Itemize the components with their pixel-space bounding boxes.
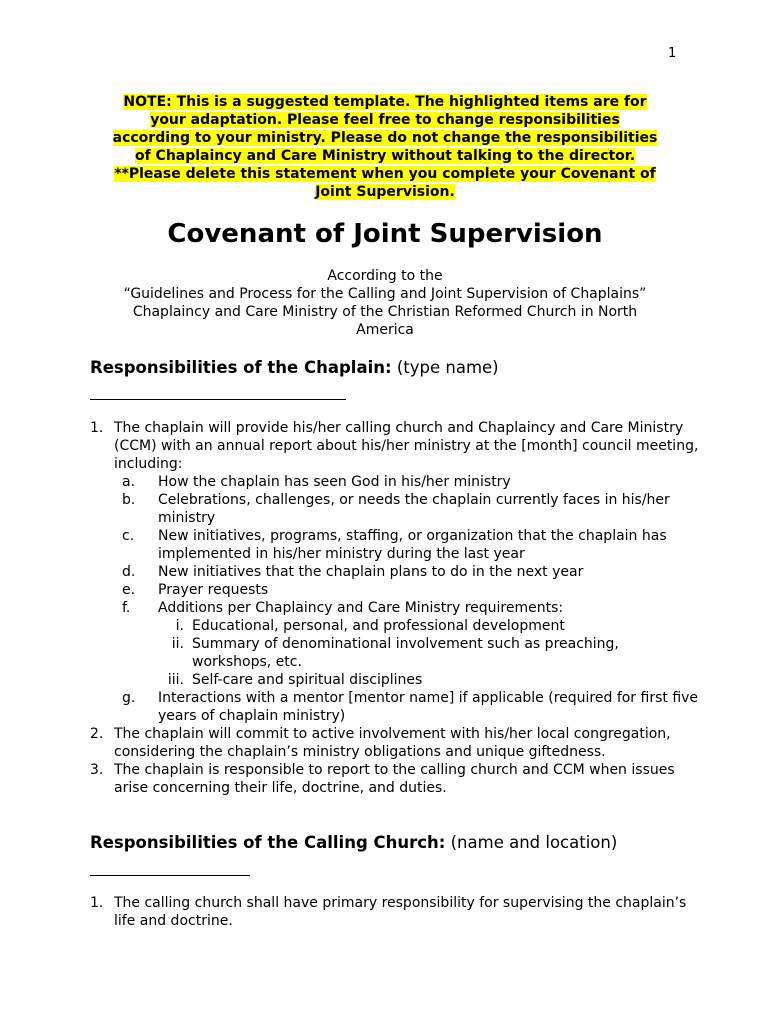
- sub-item-text: Interactions with a mentor [mentor name] if applicable (required for first five years of chaplain ministry): [158, 690, 699, 724]
- name-blank-line: [90, 875, 250, 876]
- calling-church-responsibilities-list: [90, 894, 700, 930]
- subtitle-line: According to the: [327, 268, 443, 284]
- item-text: The chaplain will provide his/her calling church and Chaplaincy and Care Ministry (CCM) with an annual report about his/her ministry at the [month] council meeting, including:: [114, 420, 699, 472]
- note-line: of Chaplaincy and Care Ministry without talking to the director.: [134, 148, 636, 164]
- item-number: 1.: [90, 895, 104, 911]
- sub-item-text: Celebrations, challenges, or needs the chaplain currently faces in his/her ministry: [158, 492, 670, 526]
- list-item: [90, 761, 700, 797]
- section-heading-hint: (type name): [391, 358, 499, 377]
- note-line: NOTE: This is a suggested template. The highlighted items are for: [123, 94, 647, 110]
- sub-item: [90, 527, 700, 563]
- subtitle-line: America: [356, 322, 414, 338]
- note-line: your adaptation. Please feel free to change responsibilities: [150, 112, 620, 128]
- note-line: **Please delete this statement when you complete your Covenant of: [114, 166, 656, 182]
- template-note: [80, 93, 690, 201]
- calling-church-section-heading: [90, 832, 617, 854]
- sub-sub-item: [90, 671, 700, 689]
- chaplain-responsibilities-list: [90, 419, 700, 797]
- item-number: 1.: [90, 420, 104, 436]
- sub-sub-item-numeral: i.: [175, 618, 184, 634]
- sub-sub-item-numeral: iii.: [167, 672, 184, 688]
- sub-item: [90, 599, 700, 617]
- section-heading-hint: (name and location): [445, 833, 618, 852]
- chaplain-section-heading: [90, 357, 499, 379]
- sub-sub-item-text: Summary of denominational involvement such as preaching, workshops, etc.: [192, 636, 619, 670]
- sub-sub-item-text: Self-care and spiritual disciplines: [192, 672, 423, 688]
- document-title: Covenant of Joint Supervision: [167, 219, 603, 249]
- sub-item: [90, 473, 700, 491]
- item-number: 3.: [90, 762, 104, 778]
- section-heading-label: Responsibilities of the Chaplain:: [90, 358, 392, 377]
- note-line: according to your ministry. Please do not change the responsibilities: [112, 130, 658, 146]
- list-item: [90, 419, 700, 473]
- sub-item-text: Prayer requests: [158, 582, 269, 598]
- note-line: Joint Supervision.: [315, 184, 455, 200]
- sub-sub-item-text: Educational, personal, and professional development: [192, 618, 565, 634]
- list-item: [90, 725, 700, 761]
- sub-item-letter: a.: [122, 474, 136, 490]
- sub-item-letter: c.: [122, 528, 135, 544]
- sub-item-text: New initiatives that the chaplain plans to do in the next year: [158, 564, 584, 580]
- item-number: 2.: [90, 726, 104, 742]
- sub-sub-item: [90, 617, 700, 635]
- page-number: 1: [668, 46, 677, 61]
- sub-item-letter: d.: [122, 564, 136, 580]
- sub-item-text: New initiatives, programs, staffing, or organization that the chaplain has implemented in his/her ministry during the last year: [158, 528, 667, 562]
- sub-item-letter: b.: [122, 492, 136, 508]
- subtitle-line: “Guidelines and Process for the Calling and Joint Supervision of Chaplains”: [123, 286, 647, 302]
- item-text: The chaplain is responsible to report to the calling church and CCM when issues arise concerning their life, doctrine, and duties.: [114, 762, 675, 796]
- item-text: The chaplain will commit to active involvement with his/her local congregation, considering the chaplain’s ministry obligations and unique giftedness.: [114, 726, 671, 760]
- sub-item: [90, 491, 700, 527]
- sub-item: [90, 581, 700, 599]
- sub-item-letter: e.: [122, 582, 136, 598]
- sub-item: [90, 563, 700, 581]
- item-text: The calling church shall have primary responsibility for supervising the chaplain’s life and doctrine.: [114, 895, 687, 929]
- list-item: [90, 894, 700, 930]
- sub-item: [90, 689, 700, 725]
- sub-sub-item-numeral: ii.: [171, 636, 184, 652]
- document-subtitle: [90, 267, 680, 339]
- sub-item-letter: f.: [122, 600, 131, 616]
- name-blank-line: [90, 399, 346, 400]
- sub-item-text: How the chaplain has seen God in his/her ministry: [158, 474, 511, 490]
- sub-sub-item: [90, 635, 700, 671]
- section-heading-label: Responsibilities of the Calling Church:: [90, 833, 446, 852]
- sub-item-text: Additions per Chaplaincy and Care Ministry requirements:: [158, 600, 564, 616]
- subtitle-line: Chaplaincy and Care Ministry of the Christian Reformed Church in North: [132, 304, 638, 320]
- sub-item-letter: g.: [122, 690, 136, 706]
